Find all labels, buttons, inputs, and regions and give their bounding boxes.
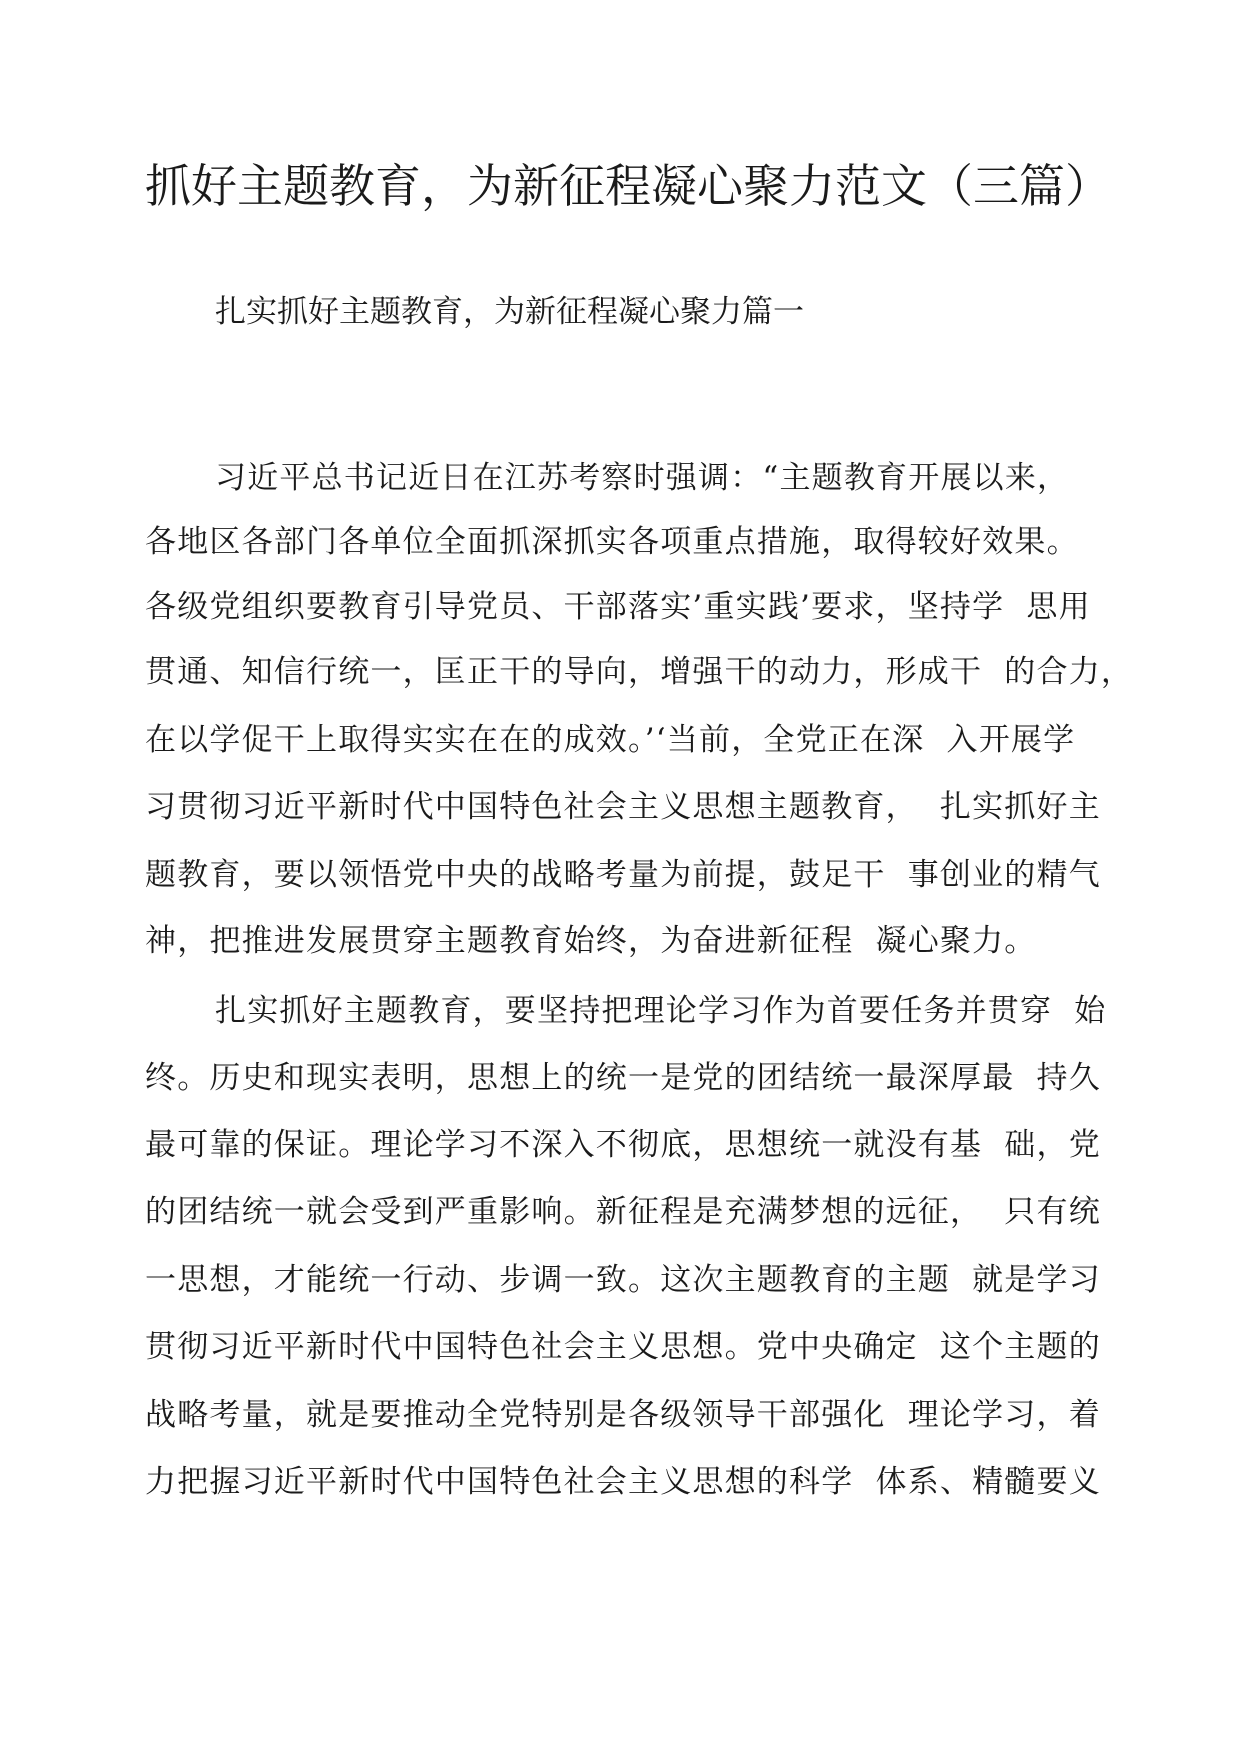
paragraph-line: 扎实抓好主题教育，要坚持把理论学习作为首要任务并贯穿 始 — [215, 993, 1107, 1029]
paragraph-line: 习近平总书记近日在江苏考察时强调：“主题教育开展以来， — [215, 460, 1070, 496]
paragraph-line: 终。历史和现实表明，思想上的统一是党的团结统一最深厚最 持久 — [145, 1060, 1101, 1096]
paragraph-line: 战略考量，就是要推动全党特别是各级领导干部强化 理论学习，着 — [145, 1397, 1101, 1433]
paragraph-line: 在以学促干上取得实实在在的成效。’‘当前，全党正在深 入开展学 — [145, 722, 1076, 758]
section-heading: 扎实抓好主题教育，为新征程凝心聚力篇一 — [215, 294, 804, 330]
document-title: 抓好主题教育，为新征程凝心聚力范文（三篇） — [145, 159, 1111, 213]
paragraph-line: 最可靠的保证。理论学习不深入不彻底，思想统一就没有基 础，党 — [145, 1127, 1101, 1163]
paragraph-line: 贯彻习近平新时代中国特色社会主义思想。党中央确定 这个主题的 — [145, 1329, 1101, 1365]
paragraph-line: 各地区各部门各单位全面抓深抓实各项重点措施，取得较好效果。 — [145, 524, 1079, 560]
paragraph-line: 神，把推进发展贯穿主题教育始终，为奋进新征程 凝心聚力。 — [145, 923, 1037, 959]
paragraph-line: 一思想，才能统一行动、步调一致。这次主题教育的主题 就是学习 — [145, 1262, 1101, 1298]
paragraph-line: 贯通、知信行统一，匡正干的导向，增强干的动力，形成干 的合力， — [145, 654, 1134, 690]
paragraph-line: 的团结统一就会受到严重影响。新征程是充满梦想的远征， 只有统 — [145, 1194, 1101, 1230]
paragraph-line: 力把握习近平新时代中国特色社会主义思想的科学 体系、精髓要义 — [145, 1464, 1101, 1500]
paragraph-line: 各级党组织要教育引导党员、干部落实’重实践’要求，坚持学 思用 — [145, 589, 1091, 625]
paragraph-line: 习贯彻习近平新时代中国特色社会主义思想主题教育， 扎实抓好主 — [145, 789, 1101, 825]
paragraph-line: 题教育，要以领悟党中央的战略考量为前提，鼓足干 事创业的精气 — [145, 857, 1101, 893]
